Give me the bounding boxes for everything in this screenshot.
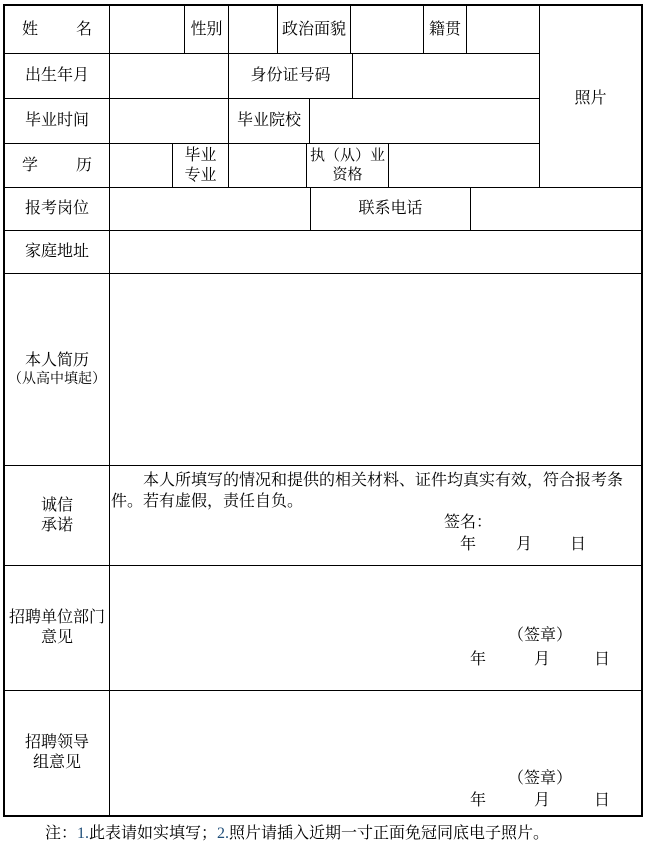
phone-label: 联系电话 xyxy=(311,188,471,230)
resume-input-cell[interactable] xyxy=(110,274,641,465)
year-label: 年 xyxy=(470,792,487,809)
note-prefix: 注： xyxy=(45,825,78,842)
id-number-input-cell[interactable] xyxy=(353,54,540,98)
month-label: 月 xyxy=(534,792,551,809)
leader-date-line xyxy=(470,791,610,811)
footer-note xyxy=(45,820,549,843)
day-label: 日 xyxy=(594,651,611,668)
position-label: 报考岗位 xyxy=(5,188,110,230)
leader-seal-label: （签章） xyxy=(508,770,573,787)
integrity-statement: 本人所填写的情况和提供的相关材料、证件均真实有效，符合报考条件。若有虚假，责任自负。 xyxy=(111,472,624,510)
top-left-rows xyxy=(5,6,540,187)
leader-opinion-content[interactable] xyxy=(110,691,641,815)
leader-opinion-label: 招聘领导 组意见 xyxy=(5,691,110,815)
integrity-pledge-content[interactable] xyxy=(110,466,641,565)
qualification-label: 执（从）业 资格 xyxy=(307,144,389,187)
dept-date-line xyxy=(470,650,610,670)
dept-opinion-label: 招聘单位部门 意见 xyxy=(5,566,110,690)
education-label: 学 历 xyxy=(5,144,110,187)
resume-label: 本人简历 （从高中填起） xyxy=(5,274,110,465)
phone-input-cell[interactable] xyxy=(471,188,641,230)
note-item2-number: 2. xyxy=(217,825,230,842)
year-label: 年 xyxy=(460,536,477,553)
qualification-input-cell[interactable] xyxy=(389,144,540,187)
row-leader-opinion xyxy=(5,691,641,815)
major-input-cell[interactable] xyxy=(229,144,307,187)
integrity-pledge-label: 诚信 承诺 xyxy=(5,466,110,565)
day-label: 日 xyxy=(570,536,587,553)
address-input-cell[interactable] xyxy=(110,231,641,273)
gender-input-cell[interactable] xyxy=(229,6,278,53)
row-dept-opinion xyxy=(5,566,641,691)
row-name xyxy=(5,6,540,54)
id-number-label: 身份证号码 xyxy=(229,54,353,98)
row-integrity-pledge xyxy=(5,466,641,566)
graduation-school-input-cell[interactable] xyxy=(310,99,540,143)
dept-opinion-content[interactable] xyxy=(110,566,641,690)
sign-label: 签名： xyxy=(444,514,493,531)
row-education xyxy=(5,144,540,187)
application-form-table xyxy=(3,4,643,817)
photo-cell[interactable] xyxy=(540,6,641,187)
integrity-date-line xyxy=(460,535,586,555)
row-birth xyxy=(5,54,540,99)
political-status-input-cell[interactable] xyxy=(351,6,424,53)
political-status-label: 政治面貌 xyxy=(278,6,351,53)
birth-date-label: 出生年月 xyxy=(5,54,110,98)
major-label: 毕业 专业 xyxy=(173,144,229,187)
graduation-school-label: 毕业院校 xyxy=(229,99,310,143)
graduation-time-input-cell[interactable] xyxy=(110,99,229,143)
position-input-cell[interactable] xyxy=(110,188,311,230)
native-place-input-cell[interactable] xyxy=(467,6,540,53)
row-resume xyxy=(5,274,641,466)
month-label: 月 xyxy=(516,536,533,553)
name-label: 姓 名 xyxy=(5,6,110,53)
dept-seal-label: （签章） xyxy=(508,627,573,644)
note-item1-number: 1. xyxy=(77,825,90,842)
row-address xyxy=(5,231,641,274)
top-section xyxy=(5,6,641,188)
native-place-label: 籍贯 xyxy=(424,6,467,53)
address-label: 家庭地址 xyxy=(5,231,110,273)
gender-label: 性别 xyxy=(185,6,229,53)
photo-label: 照片 xyxy=(574,90,607,107)
row-position xyxy=(5,188,641,231)
day-label: 日 xyxy=(594,792,611,809)
note-item2-text: 照片请插入近期一寸正面免冠同底电子照片。 xyxy=(229,825,550,842)
month-label: 月 xyxy=(534,651,551,668)
note-item1-text: 此表请如实填写； xyxy=(89,825,218,842)
row-graduation xyxy=(5,99,540,144)
graduation-time-label: 毕业时间 xyxy=(5,99,110,143)
birth-date-input-cell[interactable] xyxy=(110,54,229,98)
year-label: 年 xyxy=(470,651,487,668)
education-input-cell[interactable] xyxy=(110,144,173,187)
name-input-cell[interactable] xyxy=(110,6,185,53)
